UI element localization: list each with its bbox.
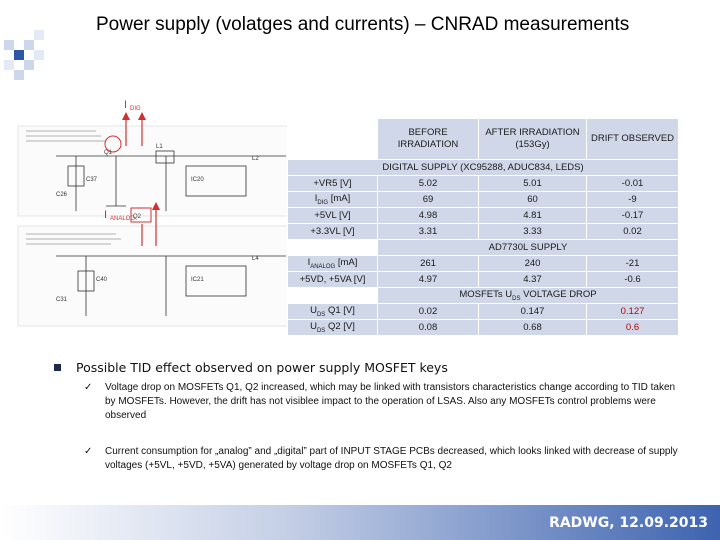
l4-label: L4 <box>252 256 259 262</box>
row-label: $I_{DIG}$ [mA] <box>288 192 378 208</box>
sub-bullet-2-text: Current consumption for „analog” and „digital” part of INPUT STAGE PCBs decreased, which looks linked with decrease of supply voltages (+5VL, +5VD, +5VA) generated by voltage drop on MOSFETs Q1, Q2 <box>105 446 678 471</box>
checkmark-icon: ✓ <box>84 446 93 457</box>
before-value: 0.02 <box>378 304 479 320</box>
footer-bar <box>0 505 720 540</box>
table-header-row <box>288 119 679 160</box>
q1-label: Q1 <box>104 150 113 156</box>
header-after: AFTER IRRADIATION (153Gy) <box>479 119 587 160</box>
i-analog-label: I <box>104 209 108 221</box>
drift-value: -21 <box>587 256 679 272</box>
drift-value: 0.02 <box>587 224 679 240</box>
header-empty-cell <box>288 119 378 160</box>
measurements-table <box>287 118 679 336</box>
c26-label: C26 <box>56 192 68 198</box>
table-row <box>288 208 679 224</box>
after-value: 3.33 <box>479 224 587 240</box>
drift-value: -9 <box>587 192 679 208</box>
c40-label: C40 <box>96 277 108 283</box>
slide-title: Power supply (volatges and currents) – CNRAD measurements <box>96 14 630 35</box>
drift-value: -0.01 <box>587 176 679 192</box>
row-label: $I_{ANALOG}$ [mA] <box>288 256 378 272</box>
section-row-digital <box>288 160 679 176</box>
c37-label: C37 <box>86 177 98 183</box>
schematic-svg <box>16 96 306 336</box>
header-before: BEFORE IRRADIATION <box>378 119 479 160</box>
before-value: 261 <box>378 256 479 272</box>
after-value: 5.01 <box>479 176 587 192</box>
bullet-square-icon <box>54 364 61 371</box>
row-label: +5VD, +5VA [V] <box>288 272 378 288</box>
before-value: 0.08 <box>378 320 479 336</box>
drift-value: -0.6 <box>587 272 679 288</box>
before-value: 69 <box>378 192 479 208</box>
drift-value: -0.17 <box>587 208 679 224</box>
corner-decoration <box>0 0 60 100</box>
i-dig-sub: DIG <box>130 106 141 112</box>
section-empty-cell <box>288 288 378 304</box>
row-label: +5VL [V] <box>288 208 378 224</box>
before-value: 3.31 <box>378 224 479 240</box>
row-label: +3.3VL [V] <box>288 224 378 240</box>
table-row <box>288 192 679 208</box>
row-label: $U_{DS}$ Q1 [V] <box>288 304 378 320</box>
before-value: 5.02 <box>378 176 479 192</box>
l1-label: L1 <box>156 144 163 150</box>
l2-label: L2 <box>252 156 259 162</box>
before-value: 4.98 <box>378 208 479 224</box>
section-digital: DIGITAL SUPPLY (XC95288, ADUC834, LEDS) <box>288 160 679 176</box>
table-row <box>288 272 679 288</box>
section-mosfet: MOSFETs $U_{DS}$ VOLTAGE DROP <box>378 288 679 304</box>
table-row <box>288 176 679 192</box>
after-value: 4.37 <box>479 272 587 288</box>
row-label: +VR5 [V] <box>288 176 378 192</box>
ic20-label: IC20 <box>191 177 204 183</box>
i-dig-label: I <box>124 99 128 111</box>
section-row-mosfet <box>288 288 679 304</box>
after-value: 60 <box>479 192 587 208</box>
table-row <box>288 256 679 272</box>
section-ad: AD7730L SUPPLY <box>378 240 679 256</box>
section-row-ad <box>288 240 679 256</box>
sub-bullet-1-text: Voltage drop on MOSFETs Q1, Q2 increased, which may be linked with transistors characteristics change according to TID taken by MOSFETs. However, the drift has not visiblee impact to the operation of LSAS. Also any MOSFETs control problems were observed <box>105 382 676 421</box>
i-analog-sub: ANALOG <box>110 216 136 222</box>
ic21-label: IC21 <box>191 277 204 283</box>
after-value: 0.68 <box>479 320 587 336</box>
drift-value: 0.6 <box>587 320 679 336</box>
after-value: 240 <box>479 256 587 272</box>
row-label: $U_{DS}$ Q2 [V] <box>288 320 378 336</box>
after-value: 0.147 <box>479 304 587 320</box>
after-value: 4.81 <box>479 208 587 224</box>
q2-label: Q2 <box>133 214 142 220</box>
table-row <box>288 224 679 240</box>
section-empty-cell <box>288 240 378 256</box>
table-row <box>288 320 679 336</box>
footer-text: RADWG, 12.09.2013 <box>549 515 708 531</box>
drift-value: 0.127 <box>587 304 679 320</box>
power-supply-schematic <box>16 96 306 336</box>
checkmark-icon: ✓ <box>84 382 93 393</box>
main-bullet-text: Possible TID effect observed on power supply MOSFET keys <box>76 360 448 375</box>
c31-label: C31 <box>56 297 68 303</box>
table-row <box>288 304 679 320</box>
header-drift: DRIFT OBSERVED <box>587 119 679 160</box>
before-value: 4.97 <box>378 272 479 288</box>
